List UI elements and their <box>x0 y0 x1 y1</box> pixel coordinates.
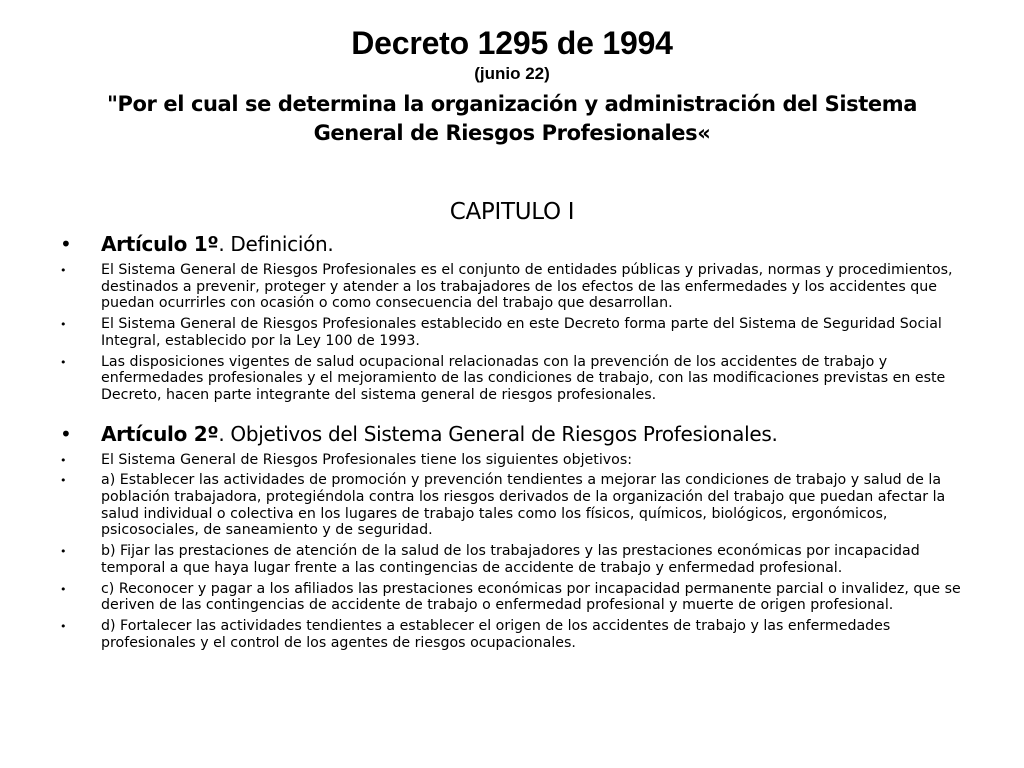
bullet-icon: • <box>60 421 72 446</box>
chapter-heading: CAPITULO I <box>449 199 575 225</box>
content-body <box>60 232 980 655</box>
bullet-icon: • <box>60 474 67 488</box>
article-2-objective-c <box>60 581 980 614</box>
article-2-label: Artículo 2º <box>101 421 219 446</box>
article-1-title: . Definición. <box>218 232 334 256</box>
article-1-label: Artículo 1º <box>101 232 219 256</box>
article-2-title: . Objetivos del Sistema General de Riesgos Profesionales. <box>218 421 778 446</box>
paragraph-text: Las disposiciones vigentes de salud ocupacional relacionadas con la prevención de los accidentes de trabajo y enfermedades profesionales y el mejoramiento de las condiciones de trabajo, con las modificaciones previstas en este Decreto, hacen parte integrante del sistema general de riesgos profesionales. <box>101 353 946 403</box>
paragraph-text: c) Reconocer y pagar a los afiliados las prestaciones económicas por incapacidad permanente parcial o invalidez, que se deriven de las contingencias de accidente de trabajo o enfermedad profesional y muerte de origen profesional. <box>101 580 961 614</box>
bullet-icon: • <box>60 232 72 256</box>
paragraph-text: El Sistema General de Riesgos Profesionales establecido en este Decreto forma parte del Sistema de Seguridad Social Integral, establecido por la Ley 100 de 1993. <box>101 316 942 349</box>
section-gap <box>60 408 980 422</box>
bullet-icon: • <box>60 355 67 369</box>
paragraph-text: d) Fortalecer las actividades tendientes a establecer el origen de los accidentes de trabajo y las enfermedades profesionales y el control de los agentes de riesgos ocupacionales. <box>101 617 891 651</box>
document-title: Decreto 1295 de 1994 <box>351 25 673 61</box>
article-1-heading <box>60 232 980 257</box>
article-2-objective-d <box>60 618 980 651</box>
article-1-paragraph <box>60 354 980 404</box>
document-subtitle <box>40 90 984 148</box>
bullet-list <box>60 232 980 651</box>
paragraph-text: a) Establecer las actividades de promoción y prevención tendientes a mejorar las condiciones de trabajo y salud de la población trabajadora, protegiéndola contra los riesgos derivados de la organización del trabajo que puedan afectar la salud individual o colectiva en los lugares de trabajo tales como los físicos, químicos, biológicos, ergonómicos, psicosociales, de saneamiento y de seguridad. <box>101 472 946 539</box>
title-block <box>40 24 984 148</box>
document-date: (junio 22) <box>474 64 550 83</box>
bullet-icon: • <box>60 619 67 633</box>
paragraph-text: El Sistema General de Riesgos Profesionales tiene los siguientes objetivos: <box>101 451 633 468</box>
article-2-paragraph <box>60 452 980 469</box>
article-1-paragraph <box>60 262 980 312</box>
bullet-icon: • <box>60 453 67 467</box>
bullet-icon: • <box>60 264 67 277</box>
article-2-objective-b <box>60 543 980 576</box>
subtitle-line-1: "Por el cual se determina la organización y administración del Sistema <box>106 92 918 116</box>
article-1-paragraph <box>60 316 980 349</box>
article-2-heading <box>60 422 980 447</box>
bullet-icon: • <box>60 582 67 596</box>
bullet-icon: • <box>60 318 67 332</box>
bullet-icon: • <box>60 545 67 559</box>
subtitle-line-2: General de Riesgos Profesionales« <box>313 121 711 145</box>
paragraph-text: b) Fijar las prestaciones de atención de la salud de los trabajadores y las prestaciones económicas por incapacidad temporal a que haya lugar frente a las contingencias de accidente de trabajo y enfermedad profesional. <box>101 543 920 576</box>
article-2-objective-a <box>60 472 980 539</box>
paragraph-text: El Sistema General de Riesgos Profesionales es el conjunto de entidades públicas y privadas, normas y procedimientos, destinados a prevenir, proteger y atender a los trabajadores de los efectos de las enfermedades y los accidentes que puedan ocurrirles con ocasión o como consecuencia del trabajo que desarrollan. <box>101 262 953 312</box>
